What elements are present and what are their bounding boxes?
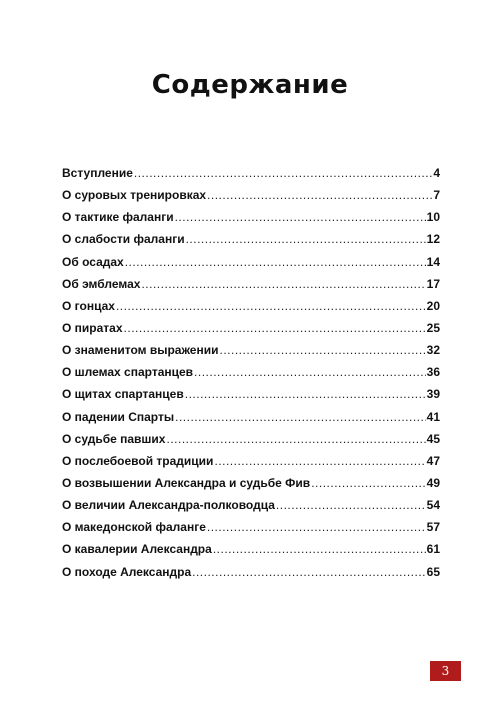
- toc-entry-title: О пиратах: [62, 320, 123, 335]
- table-of-contents: [62, 166, 440, 587]
- toc-entry-page: 14: [426, 254, 440, 269]
- toc-entry[interactable]: [62, 277, 440, 299]
- toc-entry[interactable]: [62, 166, 440, 188]
- toc-entry-page: 17: [426, 276, 440, 291]
- dot-leader: [175, 210, 426, 224]
- toc-entry[interactable]: [62, 321, 440, 343]
- toc-entry-page: 12: [426, 232, 440, 247]
- toc-entry[interactable]: [62, 476, 440, 498]
- toc-entry-page: 10: [426, 210, 440, 225]
- dot-leader: [220, 343, 426, 357]
- toc-entry-page: 25: [426, 320, 440, 335]
- toc-entry[interactable]: [62, 232, 440, 254]
- dot-leader: [166, 432, 425, 446]
- toc-entry[interactable]: [62, 520, 440, 542]
- toc-entry-page: 20: [426, 298, 440, 313]
- toc-entry-page: 41: [426, 409, 440, 424]
- dot-leader: [192, 565, 426, 579]
- dot-leader: [185, 387, 426, 401]
- toc-entry[interactable]: [62, 343, 440, 365]
- toc-entry[interactable]: [62, 210, 440, 232]
- toc-entry-page: 57: [426, 520, 440, 535]
- toc-entry-page: 49: [426, 475, 440, 490]
- toc-entry[interactable]: [62, 365, 440, 387]
- toc-entry-title: О знаменитом выражении: [62, 343, 219, 358]
- dot-leader: [124, 321, 426, 335]
- toc-entry-title: О македонской фаланге: [62, 520, 206, 535]
- toc-entry-page: 45: [426, 431, 440, 446]
- dot-leader: [141, 277, 425, 291]
- toc-entry[interactable]: [62, 498, 440, 520]
- toc-entry-page: 39: [426, 387, 440, 402]
- toc-entry-title: О слабости фаланги: [62, 232, 185, 247]
- toc-entry-page: 32: [426, 343, 440, 358]
- toc-entry-page: 47: [426, 453, 440, 468]
- toc-entry-title: О судьбе павших: [62, 431, 166, 446]
- page-title: Содержание: [151, 70, 349, 100]
- toc-entry[interactable]: [62, 410, 440, 432]
- toc-entry-page: 65: [426, 564, 440, 579]
- toc-entry[interactable]: [62, 565, 440, 587]
- toc-entry[interactable]: [62, 299, 440, 321]
- toc-entry[interactable]: [62, 188, 440, 210]
- toc-entry-title: Об эмблемах: [62, 276, 141, 291]
- toc-entry-page: 4: [433, 166, 440, 180]
- toc-entry[interactable]: [62, 387, 440, 409]
- toc-entry[interactable]: [62, 542, 440, 564]
- dot-leader: [207, 520, 426, 534]
- page-number: 3: [430, 661, 461, 681]
- dot-leader: [125, 255, 426, 269]
- toc-entry-title: О возвышении Александра и судьбе Фив: [62, 475, 311, 490]
- dot-leader: [175, 410, 426, 424]
- toc-entry-title: О суровых тренировках: [62, 188, 207, 203]
- toc-entry-title: О величии Александра-полководца: [62, 498, 275, 513]
- dot-leader: [116, 299, 426, 313]
- toc-entry-page: 7: [433, 188, 440, 203]
- dot-leader: [186, 232, 426, 246]
- toc-entry-title: О гонцах: [62, 298, 115, 313]
- toc-entry-page: 61: [426, 542, 440, 557]
- dot-leader: [214, 454, 425, 468]
- toc-entry[interactable]: [62, 255, 440, 277]
- dot-leader: [194, 365, 426, 379]
- toc-entry-page: 54: [426, 498, 440, 513]
- dot-leader: [311, 476, 425, 490]
- toc-entry[interactable]: [62, 432, 440, 454]
- toc-entry-title: Об осадах: [62, 254, 124, 269]
- toc-entry-page: 36: [426, 365, 440, 380]
- toc-entry[interactable]: [62, 454, 440, 476]
- toc-entry-title: О послебоевой традиции: [62, 453, 214, 468]
- toc-entry-title: О шлемах спартанцев: [62, 365, 194, 380]
- dot-leader: [213, 542, 426, 556]
- toc-entry-title: О щитах спартанцев: [62, 387, 184, 402]
- dot-leader: [276, 498, 426, 512]
- dot-leader: [134, 166, 432, 180]
- dot-leader: [207, 188, 432, 202]
- toc-entry-title: О кавалерии Александра: [62, 542, 212, 557]
- toc-entry-title: О тактике фаланги: [62, 210, 174, 225]
- toc-entry-title: Вступление: [62, 166, 133, 180]
- toc-entry-title: О походе Александра: [62, 564, 192, 579]
- toc-entry-title: О падении Спарты: [62, 409, 175, 424]
